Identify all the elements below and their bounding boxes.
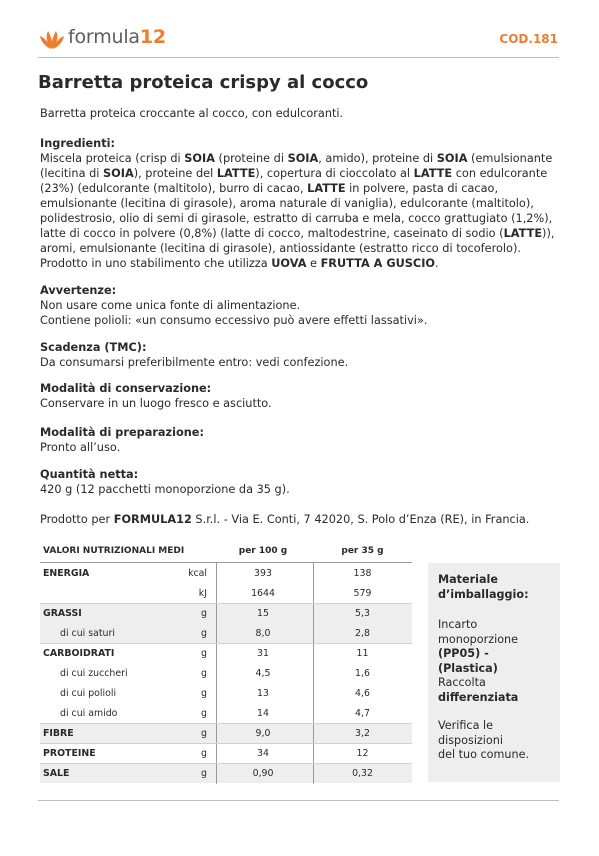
nutrition-row <box>40 723 412 743</box>
ingredients-line: polidestrosio, olio di semi di girasole, estratto di carruba e mela, cocco grattugiato (1,2%), <box>40 212 553 225</box>
nutrition-rows <box>40 563 412 783</box>
nutrient-per100: 31 <box>257 647 269 659</box>
warning-line: Non usare come unica fonte di alimentazione. <box>40 299 301 312</box>
nutrient-per100: 1644 <box>251 587 275 599</box>
table-row-rule <box>40 743 412 744</box>
header-divider <box>38 57 559 58</box>
nutrition-row <box>40 663 412 683</box>
storage-text: Conservare in un luogo fresco e asciutto. <box>40 397 272 410</box>
nutrient-unit: g <box>201 627 207 639</box>
ingredients-line: Miscela proteica (crisp di SOIA (proteine di SOIA, amido), proteine di SOIA (emulsionante <box>40 152 553 165</box>
nutrient-name: ENERGIA <box>43 567 90 579</box>
ingredients-line: Prodotto in uno stabilimento che utilizza UOVA e FRUTTA A GUSCIO. <box>40 257 439 270</box>
nutrition-row <box>40 623 412 643</box>
footer-divider <box>38 800 559 801</box>
brand-wordmark: formula12 <box>68 26 166 48</box>
warnings-label: Avvertenze: <box>40 284 117 297</box>
nutrient-unit: g <box>201 707 207 719</box>
nutrient-unit: g <box>201 607 207 619</box>
nutrition-table <box>40 543 412 783</box>
table-row-rule <box>40 763 412 764</box>
product-code: COD.181 <box>499 32 558 46</box>
nutrient-per35: 12 <box>356 747 369 759</box>
quantity-text: 420 g (12 pacchetti monoporzione da 35 g). <box>40 483 290 496</box>
nutrient-per35: 138 <box>353 567 372 579</box>
nutrient-unit: kcal <box>188 567 207 579</box>
packaging-box <box>428 563 560 782</box>
nutrient-per35: 4,7 <box>355 707 370 719</box>
nutrient-per35: 2,8 <box>355 627 370 639</box>
ingredients-line: emulsionante (lecitina di girasole), aroma naturale di vaniglia), edulcorante (maltitolo), <box>40 197 534 210</box>
storage-label: Modalità di conservazione: <box>40 382 212 395</box>
nutrition-row <box>40 583 412 603</box>
nutrient-per100: 8,0 <box>255 627 271 639</box>
nutrition-header-name: VALORI NUTRIZIONALI MEDI <box>43 546 185 556</box>
nutrient-name: di cui amido <box>60 707 118 719</box>
nutrient-unit: g <box>201 727 207 739</box>
nutrient-per100: 34 <box>257 747 269 759</box>
preparation-label: Modalità di preparazione: <box>40 426 204 439</box>
nutrient-per35: 11 <box>356 647 369 659</box>
nutrient-name: di cui polioli <box>60 687 117 699</box>
nutrient-name: di cui zuccheri <box>60 667 128 679</box>
nutrient-name: CARBOIDRATI <box>43 647 115 659</box>
warnings-section <box>40 283 570 328</box>
header <box>38 22 562 58</box>
ingredients-line: latte di cocco in polvere (0,8%) (latte di cocco, maltodestrine, caseinato di sodio (LATTE)), <box>40 227 555 240</box>
product-description-section <box>40 106 570 121</box>
warning-line: Contiene polioli: «un consumo eccessivo può avere effetti lassativi». <box>40 314 428 327</box>
nutrient-name: FIBRE <box>43 727 74 739</box>
quantity-section <box>40 467 570 497</box>
producer-section <box>40 512 570 527</box>
nutrient-name: PROTEINE <box>43 747 96 759</box>
table-row-rule <box>40 723 412 724</box>
ingredients-line: (23%) (edulcorante (maltitolo), burro di cacao, LATTE in polvere, pasta di cacao, <box>40 182 499 195</box>
table-column-divider <box>313 563 314 784</box>
product-title: Barretta proteica crispy al cocco <box>38 72 369 93</box>
nutrient-unit: kJ <box>198 587 207 599</box>
nutrient-per35: 579 <box>353 587 372 599</box>
nutrition-header-per100: per 100 g <box>238 546 288 556</box>
ingredients-line: aromi, emulsionante (lecitina di girasole), antiossidante (estratto ricco di tocoferolo). <box>40 242 521 255</box>
nutrition-header-per35: per 35 g <box>341 546 384 556</box>
leaf-logo-icon <box>38 22 66 52</box>
nutrient-per35: 5,3 <box>355 607 370 619</box>
table-top-rule <box>40 562 412 563</box>
packaging-note: Verifica le disposizioni del tuo comune. <box>438 719 530 761</box>
ingredients-line: (lecitina di SOIA), proteine del LATTE), copertura di cioccolato al LATTE con edulcorante <box>40 167 548 180</box>
nutrition-row <box>40 703 412 723</box>
nutrient-per100: 0,90 <box>252 767 274 779</box>
nutrition-row <box>40 683 412 703</box>
nutrition-row <box>40 603 412 623</box>
table-row-rule <box>40 603 412 604</box>
nutrient-unit: g <box>201 747 207 759</box>
brand-logo <box>38 22 166 52</box>
expiry-label: Scadenza (TMC): <box>40 341 147 354</box>
nutrient-name: di cui saturi <box>60 627 115 639</box>
expiry-section <box>40 340 570 370</box>
nutrient-name: GRASSI <box>43 607 82 619</box>
quantity-label: Quantità netta: <box>40 468 139 481</box>
nutrient-name: SALE <box>43 767 70 779</box>
storage-section <box>40 381 570 411</box>
ingredients-section <box>40 136 570 271</box>
nutrient-per100: 4,5 <box>255 667 271 679</box>
expiry-text: Da consumarsi preferibilmente entro: vedi confezione. <box>40 356 349 369</box>
nutrient-per100: 14 <box>257 707 269 719</box>
nutrition-row <box>40 563 412 583</box>
nutrition-row <box>40 743 412 763</box>
nutrient-unit: g <box>201 667 207 679</box>
nutrient-per35: 1,6 <box>355 667 370 679</box>
product-description: Barretta proteica croccante al cocco, con edulcoranti. <box>40 107 344 120</box>
nutrition-row <box>40 643 412 663</box>
packaging-text: Incarto monoporzione (PP05) - (Plastica) Raccolta differenziata <box>438 618 519 704</box>
ingredients-text <box>40 151 570 271</box>
nutrient-per100: 15 <box>257 607 269 619</box>
producer-line: Prodotto per FORMULA12 S.r.l. - Via E. Conti, 7 42020, S. Polo d’Enza (RE), in Francia. <box>40 513 530 526</box>
nutrient-per35: 4,6 <box>355 687 370 699</box>
preparation-text: Pronto all’uso. <box>40 441 121 454</box>
nutrient-unit: g <box>201 647 207 659</box>
nutrient-unit: g <box>201 687 207 699</box>
nutrition-table-header <box>40 543 412 559</box>
table-column-divider <box>216 563 217 784</box>
packaging-label: Materiale d’imballaggio: <box>438 573 529 601</box>
table-row-rule <box>40 643 412 644</box>
nutrient-unit: g <box>201 767 207 779</box>
nutrition-row <box>40 763 412 783</box>
nutrient-per35: 0,32 <box>352 767 373 779</box>
producer-name: FORMULA12 <box>113 513 192 526</box>
nutrient-per100: 9,0 <box>255 727 271 739</box>
nutrient-per100: 13 <box>257 687 269 699</box>
preparation-section <box>40 425 570 455</box>
nutrient-per35: 3,2 <box>355 727 370 739</box>
ingredients-label: Ingredienti: <box>40 137 116 150</box>
nutrient-per100: 393 <box>254 567 272 579</box>
